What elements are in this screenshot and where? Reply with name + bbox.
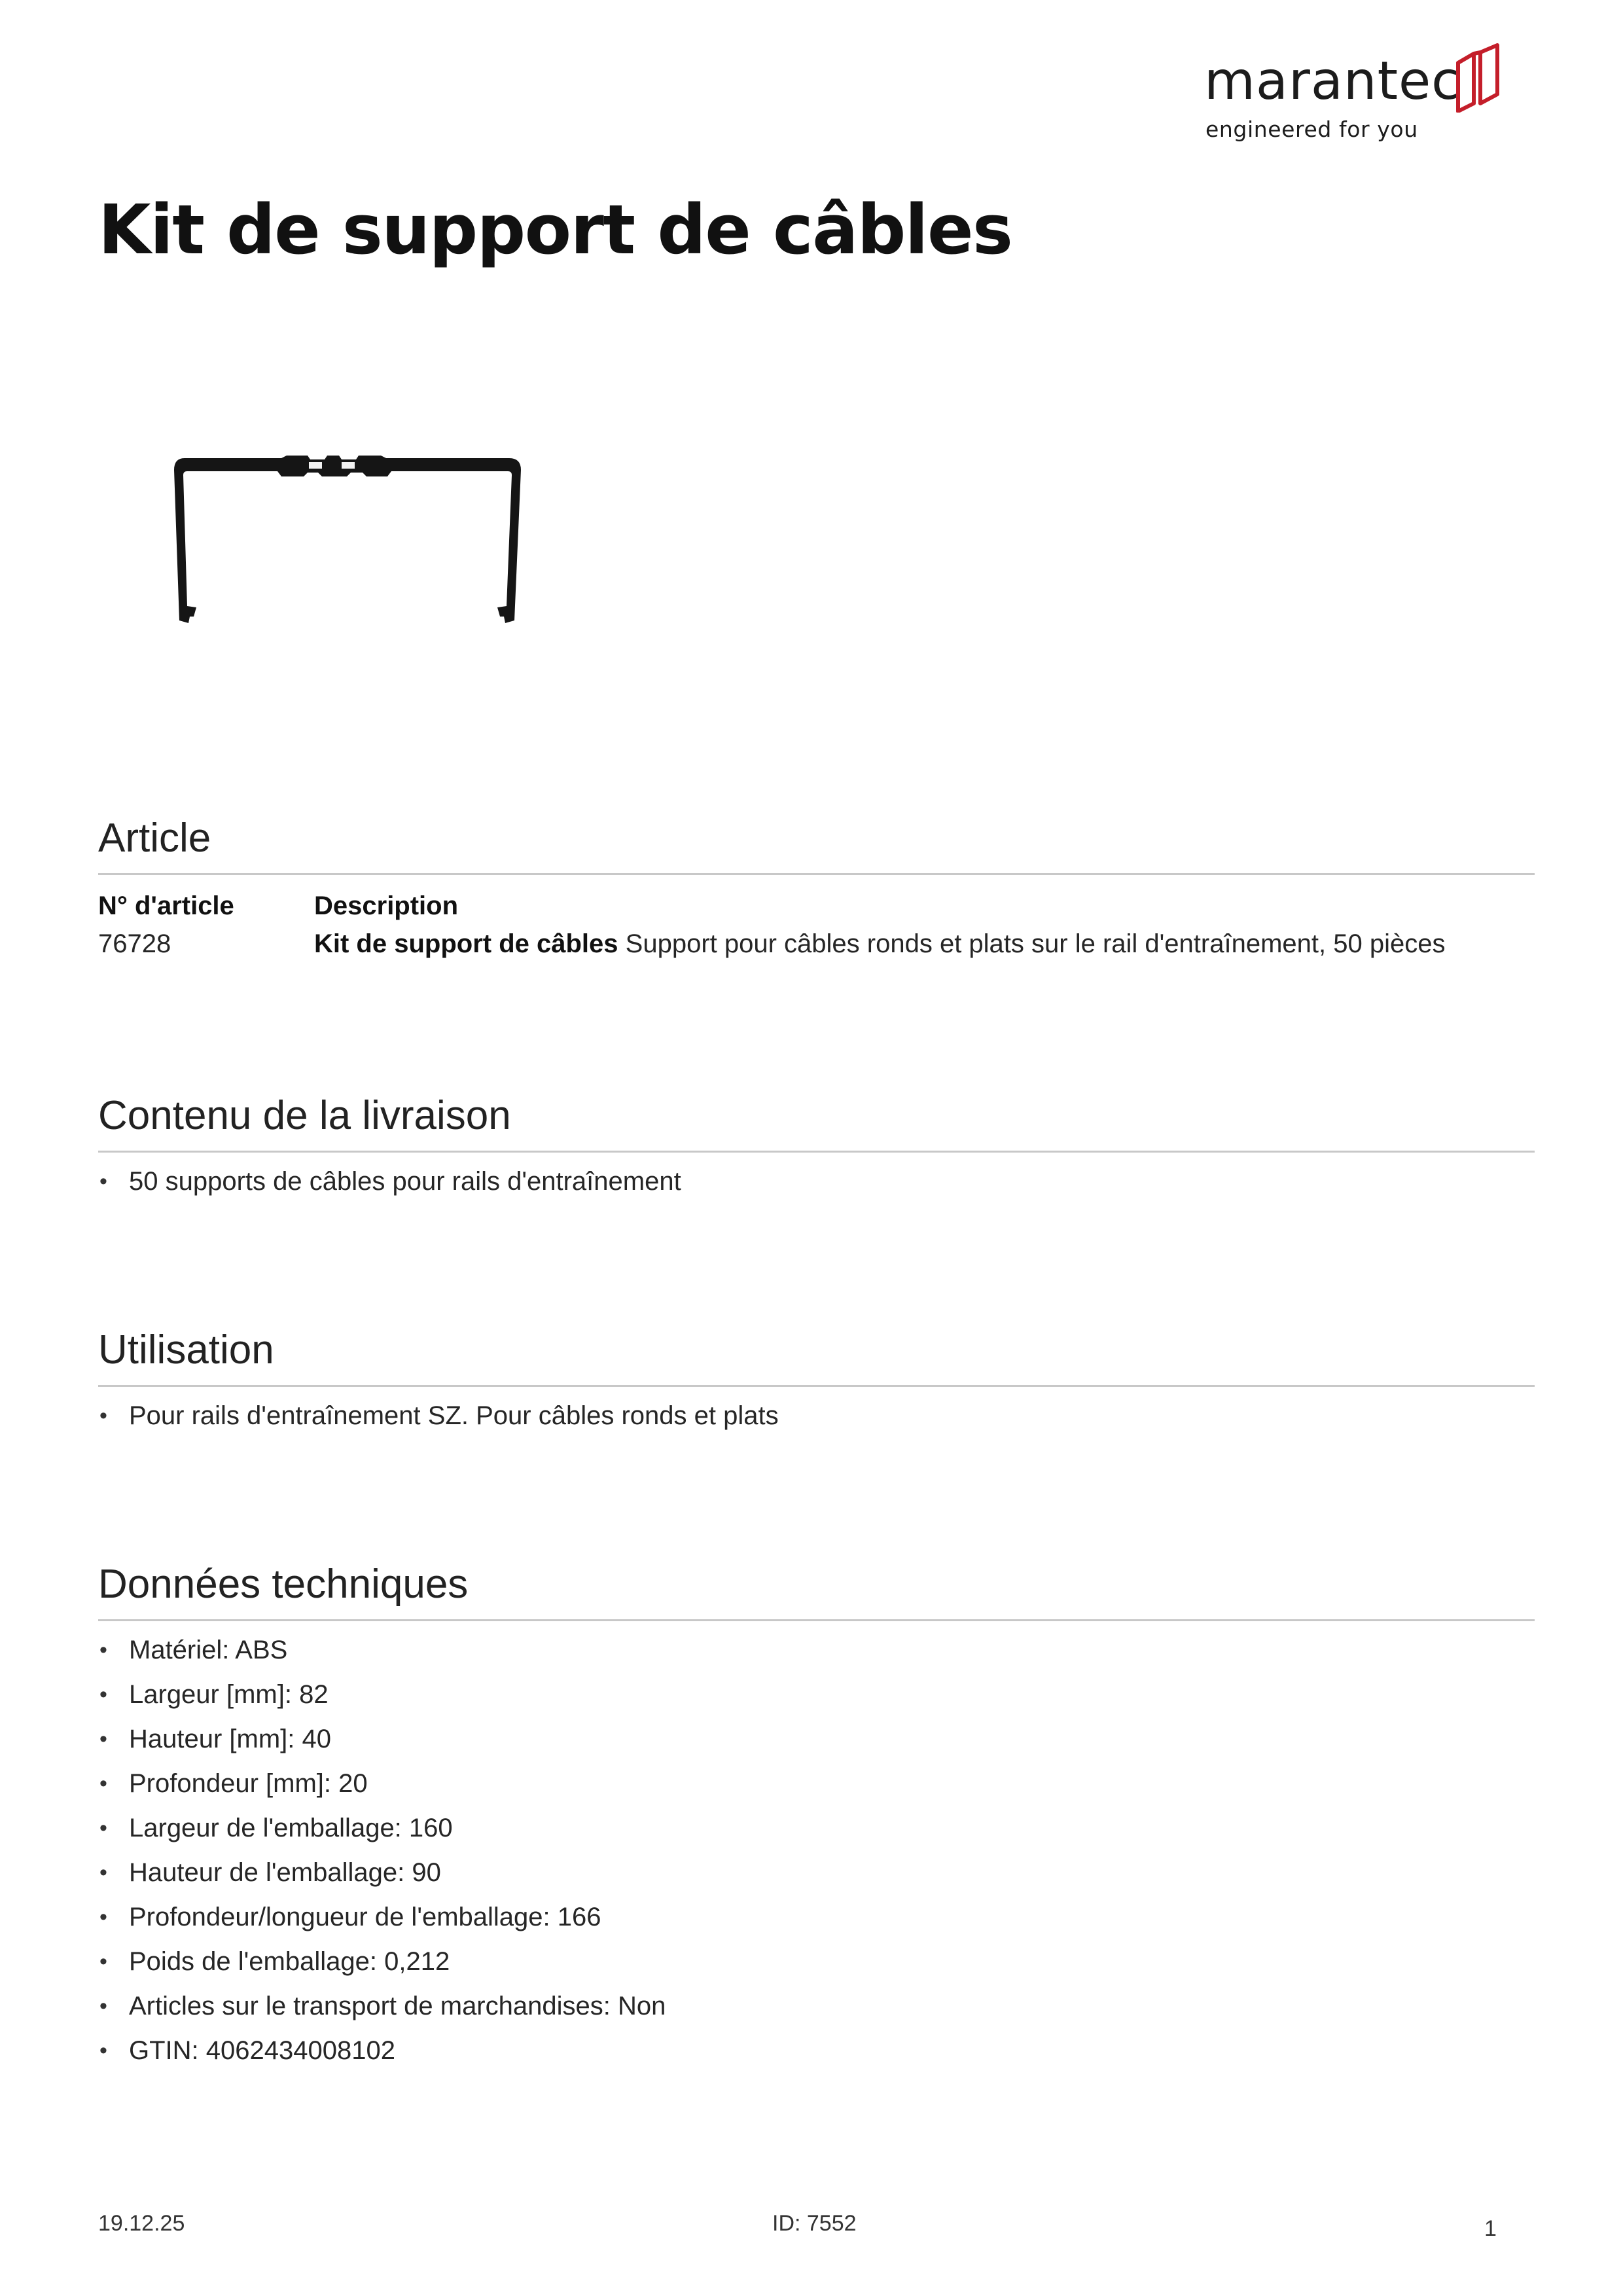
list-item: • Largeur [mm]: 82 — [98, 1672, 1535, 1717]
list-item: • Poids de l'emballage: 0,212 — [98, 1939, 1535, 1984]
article-number: 76728 — [98, 929, 171, 958]
list-item: • Profondeur [mm]: 20 — [98, 1761, 1535, 1806]
list-item: • Matériel: ABS — [98, 1628, 1535, 1672]
footer-id: ID: 7552 — [772, 2211, 857, 2236]
usage-section — [98, 1327, 1535, 1438]
article-number-header: N° d'article — [98, 891, 234, 920]
list-item: • Articles sur le transport de marchandises: Non — [98, 1984, 1535, 2028]
table-row — [98, 925, 1535, 963]
footer-date: 19.12.25 — [98, 2211, 185, 2236]
technical-heading: Données techniques — [98, 1564, 1535, 1621]
technical-list — [98, 1628, 1535, 2073]
article-description — [314, 925, 1445, 963]
list-item: • Pour rails d'entraînement SZ. Pour câbles ronds et plats — [98, 1393, 1535, 1438]
description-header: Description — [314, 891, 459, 920]
delivery-section — [98, 1093, 1535, 1204]
list-item: • Largeur de l'emballage: 160 — [98, 1806, 1535, 1850]
cable-holder-image — [170, 452, 524, 635]
article-heading: Article — [98, 818, 1535, 875]
article-table — [98, 887, 1535, 963]
article-table-header — [98, 887, 1535, 925]
list-item: • Hauteur [mm]: 40 — [98, 1717, 1535, 1761]
technical-section — [98, 1564, 1535, 2073]
marantec-logo — [1204, 43, 1505, 148]
usage-list — [98, 1393, 1535, 1438]
brand-name: marantec — [1204, 50, 1461, 111]
marantec-door-icon — [1454, 43, 1504, 113]
page-number: 1 — [1484, 2216, 1497, 2241]
list-item: • Hauteur de l'emballage: 90 — [98, 1850, 1535, 1895]
article-section — [98, 818, 1535, 963]
brand-tagline: engineered for you — [1205, 117, 1418, 142]
list-item: • GTIN: 4062434008102 — [98, 2028, 1535, 2073]
delivery-heading: Contenu de la livraison — [98, 1096, 1535, 1153]
article-name: Kit de support de câbles — [314, 929, 618, 958]
list-item: • 50 supports de câbles pour rails d'entraînement — [98, 1159, 1535, 1204]
delivery-list — [98, 1159, 1535, 1204]
article-description-text: Support pour câbles ronds et plats sur le rail d'entraînement, 50 pièces — [625, 929, 1446, 958]
list-item: • Profondeur/longueur de l'emballage: 166 — [98, 1895, 1535, 1939]
usage-heading: Utilisation — [98, 1330, 1535, 1387]
page-title: Kit de support de câbles — [98, 190, 1012, 270]
